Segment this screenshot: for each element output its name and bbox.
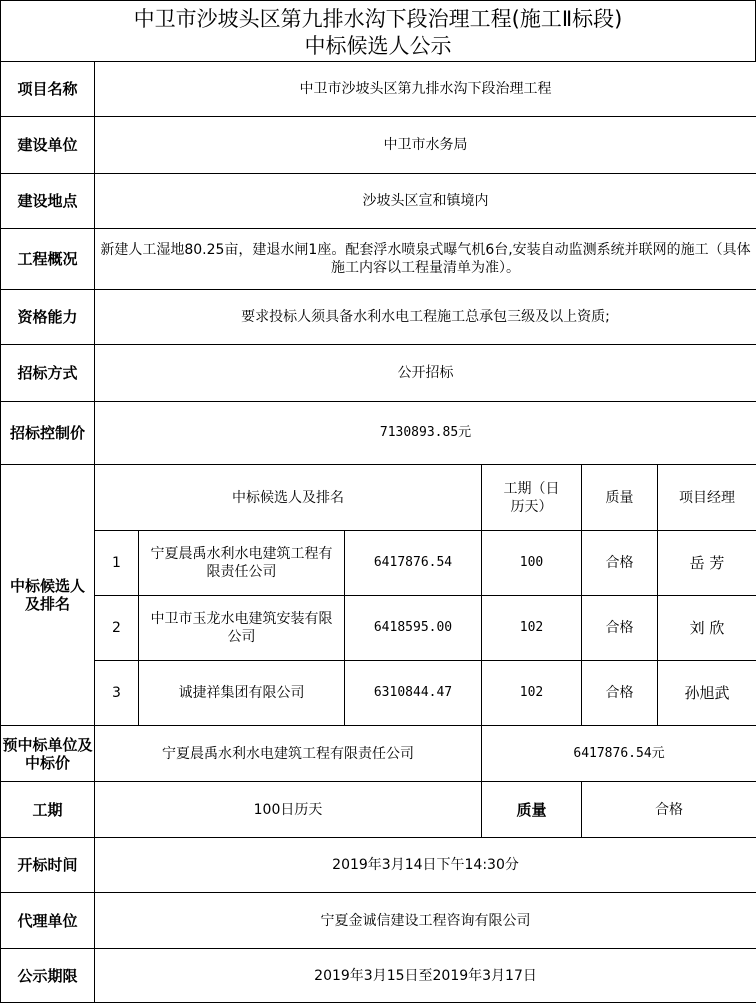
quality-label: 质量 bbox=[482, 782, 582, 838]
candidate-quality: 合格 bbox=[582, 596, 658, 661]
qualification-value: 要求投标人须具备水利水电工程施工总承包三级及以上资质; bbox=[95, 290, 756, 345]
bid-method-label: 招标方式 bbox=[1, 345, 95, 402]
row-overview bbox=[1, 229, 756, 290]
quality-value: 合格 bbox=[582, 782, 756, 838]
header-manager: 项目经理 bbox=[658, 465, 756, 531]
overview-value: 新建人工湿地80.25亩，建退水闸1座。配套浮水喷泉式曝气机6台,安装自动监测系统并联网的施工（具体施工内容以工程量清单为准）。 bbox=[95, 229, 756, 290]
notice-period-label: 公示期限 bbox=[1, 949, 95, 1003]
title-line-1: 中卫市沙坡头区第九排水沟下段治理工程(施工Ⅱ标段) bbox=[1, 7, 755, 31]
control-price-label: 招标控制价 bbox=[1, 402, 95, 465]
owner-label: 建设单位 bbox=[1, 117, 95, 174]
agency-label: 代理单位 bbox=[1, 893, 95, 949]
overview-label: 工程概况 bbox=[1, 229, 95, 290]
row-notice-period bbox=[1, 949, 756, 1003]
project-name-label: 项目名称 bbox=[1, 62, 95, 117]
project-name-value: 中卫市沙坡头区第九排水沟下段治理工程 bbox=[95, 62, 756, 117]
row-project-name bbox=[1, 62, 756, 117]
candidate-price: 6310844.47 bbox=[345, 661, 482, 726]
table-row bbox=[1, 596, 756, 661]
row-pre-winner bbox=[1, 726, 756, 782]
open-time-label: 开标时间 bbox=[1, 838, 95, 893]
candidate-rank: 3 bbox=[95, 661, 139, 726]
candidate-period: 102 bbox=[482, 596, 582, 661]
agency-value: 宁夏金诚信建设工程咨询有限公司 bbox=[95, 893, 756, 949]
candidate-price: 6418595.00 bbox=[345, 596, 482, 661]
row-bid-method bbox=[1, 345, 756, 402]
pre-winner-label: 预中标单位及中标价 bbox=[1, 726, 95, 782]
row-owner bbox=[1, 117, 756, 174]
candidates-label: 中标候选人及排名 bbox=[1, 465, 95, 726]
candidate-rank: 1 bbox=[95, 531, 139, 596]
notice-table bbox=[0, 61, 756, 1003]
location-value: 沙坡头区宣和镇境内 bbox=[95, 174, 756, 229]
control-price-value: 7130893.85元 bbox=[95, 402, 756, 465]
candidate-quality: 合格 bbox=[582, 531, 658, 596]
period-value: 100日历天 bbox=[95, 782, 482, 838]
notice-title bbox=[0, 0, 756, 62]
bid-method-value: 公开招标 bbox=[95, 345, 756, 402]
table-row bbox=[1, 661, 756, 726]
open-time-value: 2019年3月14日下午14:30分 bbox=[95, 838, 756, 893]
notice-period-value: 2019年3月15日至2019年3月17日 bbox=[95, 949, 756, 1003]
header-quality: 质量 bbox=[582, 465, 658, 531]
qualification-label: 资格能力 bbox=[1, 290, 95, 345]
candidate-manager: 刘 欣 bbox=[658, 596, 756, 661]
row-agency bbox=[1, 893, 756, 949]
row-qualification bbox=[1, 290, 756, 345]
candidates-header-row bbox=[1, 465, 756, 531]
location-label: 建设地点 bbox=[1, 174, 95, 229]
header-period: 工期（日历天） bbox=[482, 465, 582, 531]
row-open-time bbox=[1, 838, 756, 893]
owner-value: 中卫市水务局 bbox=[95, 117, 756, 174]
candidate-name: 诚捷祥集团有限公司 bbox=[139, 661, 345, 726]
candidate-name: 宁夏晨禹水利水电建筑工程有限责任公司 bbox=[139, 531, 345, 596]
row-period bbox=[1, 782, 756, 838]
candidate-period: 102 bbox=[482, 661, 582, 726]
header-name-rank: 中标候选人及排名 bbox=[95, 465, 482, 531]
row-control-price bbox=[1, 402, 756, 465]
candidate-manager: 孙旭武 bbox=[658, 661, 756, 726]
candidate-name: 中卫市玉龙水电建筑安装有限公司 bbox=[139, 596, 345, 661]
candidate-manager: 岳 芳 bbox=[658, 531, 756, 596]
row-location bbox=[1, 174, 756, 229]
pre-winner-price: 6417876.54元 bbox=[482, 726, 756, 782]
candidate-rank: 2 bbox=[95, 596, 139, 661]
pre-winner-name: 宁夏晨禹水利水电建筑工程有限责任公司 bbox=[95, 726, 482, 782]
table-row bbox=[1, 531, 756, 596]
title-line-2: 中标候选人公示 bbox=[1, 34, 755, 58]
candidate-quality: 合格 bbox=[582, 661, 658, 726]
period-label: 工期 bbox=[1, 782, 95, 838]
candidate-price: 6417876.54 bbox=[345, 531, 482, 596]
candidate-period: 100 bbox=[482, 531, 582, 596]
